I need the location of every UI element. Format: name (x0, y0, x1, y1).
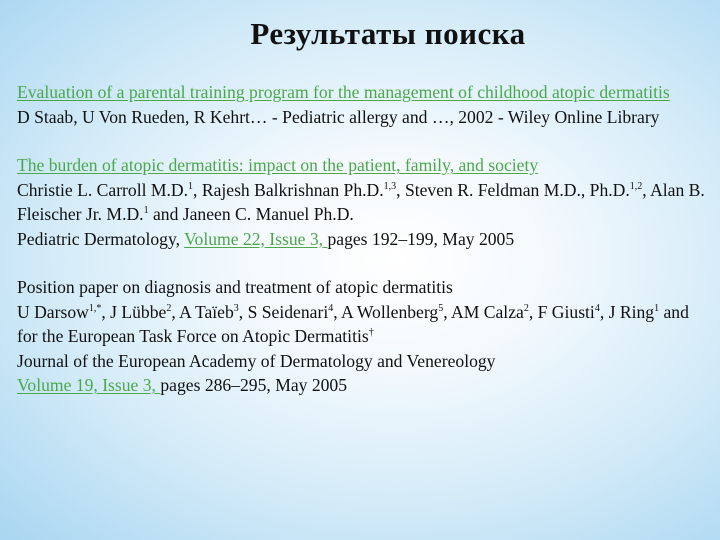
author-separator: , (528, 301, 538, 322)
search-result-1 (17, 80, 707, 129)
author-group: and for the European Task Force on Atopic Dermatitis (17, 301, 689, 346)
author-affiliation: 2 (166, 302, 172, 314)
author-affiliation: 2 (523, 302, 529, 314)
author-affiliation: 4 (594, 302, 600, 314)
author-affiliation: † (368, 327, 374, 339)
author-separator: , (171, 301, 180, 322)
author-separator: , (238, 301, 248, 322)
author: Rajesh Balkrishnan Ph.D. (201, 179, 384, 200)
author-affiliation: 1 (143, 205, 149, 217)
author-affiliation: 5 (438, 302, 444, 314)
author: U Darsow (17, 301, 89, 322)
result-1-title-link[interactable]: Evaluation of a parental training program for the management of childhood atopic dermatitis (17, 82, 670, 102)
author-affiliation: 1 (188, 180, 194, 192)
journal-name: Pediatric Dermatology, (17, 228, 185, 249)
result-3-citation (17, 373, 707, 398)
author: J Ring (608, 301, 655, 322)
result-2-citation (17, 227, 707, 252)
search-results (17, 80, 707, 422)
result-2-title-link[interactable]: The burden of atopic dermatitis: impact on the patient, family, and society (17, 155, 539, 175)
author-affiliation: 1,2 (629, 180, 643, 192)
volume-issue-link[interactable]: Volume 22, Issue 3, (184, 228, 328, 249)
pages-date: pages 286–295, May 2005 (160, 375, 348, 395)
author-affiliation: 4 (328, 302, 334, 314)
author: A Wollenberg (341, 301, 439, 322)
author: F Giusti (537, 301, 595, 322)
author-separator: , (396, 179, 405, 200)
author-affiliation: 3 (233, 302, 239, 314)
result-1-authors-source: D Staab, U Von Rueden, R Kehrt… - Pediatric allergy and …, 2002 - Wiley Online Library (17, 106, 660, 127)
author-affiliation: 1 (654, 302, 660, 314)
result-3-title: Position paper on diagnosis and treatment of atopic dermatitis (17, 277, 453, 297)
author: Christie L. Carroll M.D. (17, 179, 189, 200)
author-separator: , (642, 179, 651, 200)
author-affiliation: 1,3 (383, 180, 397, 192)
author: Janeen C. Manuel Ph.D. (182, 204, 354, 224)
volume-issue-link[interactable]: Volume 19, Issue 3, (17, 375, 161, 395)
author-separator: , (101, 301, 111, 322)
author-separator: , (599, 301, 609, 322)
author-separator: and (148, 204, 183, 224)
author: J Lübbe (110, 301, 167, 322)
author-separator: , (333, 301, 342, 322)
author-separator: , (193, 179, 202, 200)
page-title: Результаты поиска (250, 16, 526, 51)
author-affiliation: 1,* (88, 302, 102, 314)
author: S Seidenari (247, 301, 329, 322)
search-result-2 (17, 153, 707, 251)
search-result-3 (17, 275, 707, 398)
pages-date: pages 192–199, May 2005 (327, 228, 515, 249)
author-separator: , (443, 301, 452, 322)
result-2-authors (17, 178, 707, 227)
author: Steven R. Feldman M.D., Ph.D. (404, 179, 630, 200)
author: A Taïeb (179, 301, 234, 322)
author: Alan B. Fleischer Jr. M.D. (17, 179, 705, 224)
author: AM Calza (451, 301, 524, 322)
result-3-authors (17, 300, 707, 349)
result-3-journal: Journal of the European Academy of Dermatology and Venereology (17, 350, 496, 371)
